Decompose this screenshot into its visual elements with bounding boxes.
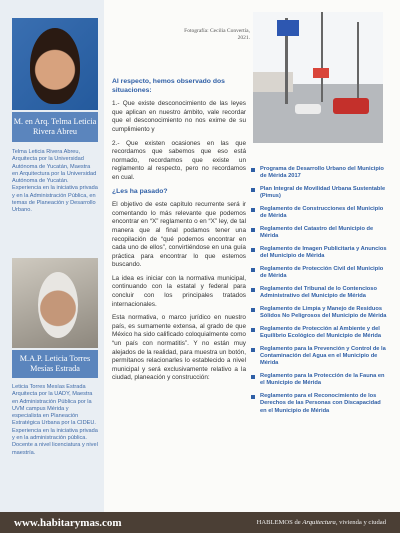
slogan-emphasis: Arquitectura — [302, 519, 336, 526]
portrait-figure — [30, 28, 80, 104]
car-shape — [333, 98, 369, 114]
main-article — [112, 78, 246, 388]
list-item: Reglamento de Imagen Publicitaria y Anuncios del Municipio de Mérida — [250, 246, 388, 261]
list-item: Reglamento de Protección Civil del Municipio de Mérida — [250, 266, 388, 281]
author-name-telma: M. en Arq. Telma Leticia Rivera Abreu — [12, 112, 98, 142]
paragraph: El objetivo de este capítulo recurrente será ir comentando lo más relevante que podemos encontrar en “X” reglamento o en “X” ley, de tal manera que al final podamos tener una recopilación de “qué podemos encontrar en cada uno de ellos”, convirtiéndose en una guía práctica para encontrar lo que estemos buscando. — [112, 201, 246, 269]
pole-shape — [321, 12, 323, 102]
slogan-prefix: HABLEMOS de — [256, 519, 301, 526]
list-item: Reglamento para la Prevención y Control de la Contaminación del Agua en el Municipio de Mérida — [250, 346, 388, 368]
portrait-figure — [38, 272, 78, 338]
paragraph: La idea es iniciar con la normativa municipal, continuando con la estatal y federal para concluir con los principales tratados internacionales. — [112, 274, 246, 308]
paragraph: 1.- Que existe desconocimiento de las leyes que aplican en nuestro ámbito, vale recordar que el desconocimiento no nos exime de su cumplimiento y — [112, 100, 246, 133]
section-heading: ¿Les ha pasado? — [112, 187, 168, 195]
author-name-leticia: M.A.P. Leticia Torres Mesías Estrada — [12, 350, 98, 378]
author-bio-telma: Telma Leticia Rivera Abreu, Arquitecta por la Universidad Autónoma de Yucatán, Maestra en Arquitectura por la Universidad Autónoma de Yucatán. Experiencia en la iniciativa privada y en la Administración Pública, en temas de Planeación y Desarrollo Urbano. — [12, 149, 98, 214]
list-item: Reglamento de Protección al Ambiente y del Equilibrio Ecológico del Municipio de Mérida — [250, 326, 388, 341]
author-photo-telma — [12, 18, 98, 110]
slogan-suffix: , vivienda y ciudad — [335, 519, 386, 526]
page-footer — [0, 512, 400, 533]
list-item: Reglamento de Limpia y Manejo de Residuos Sólidos No Peligrosos del Municipio de Mérida — [250, 306, 388, 321]
footer-slogan — [257, 519, 386, 526]
list-item: Programa de Desarrollo Urbano del Municipio de Mérida 2017 — [250, 166, 388, 181]
author-sidebar — [0, 0, 104, 512]
paragraph: 2.- Que existen ocasiones en las que recordamos que sabemos que eso está normado, recordamos que existe un reglamento al respecto, pero no recordamos en cual. — [112, 139, 246, 181]
author-bio-leticia: Leticia Torres Mesías Estrada Arquitecta por la UADY, Maestra en Administración Pública por la UVM campus Mérida y especialista en Planeación Estratégica Urbana por la CIDEU. Experiencia en la iniciativa privada y en la administración pública. Docente a nivel licenciatura y nivel maestría. — [12, 384, 98, 456]
photo-credit: Fotografía: Cecilia Convertía, 2021. — [184, 28, 250, 41]
billboard-shape — [277, 20, 299, 36]
list-item: Reglamento para la Protección de la Fauna en el Municipio de Mérida — [250, 373, 388, 388]
author-photo-leticia — [12, 258, 98, 348]
paragraph: Esta normativa, o marco jurídico en nuestro país, es sumamente extensa, al grado de que México ha sido calificado coloquialmente como “un país con normatitis”. Y no están muy alejados de la realidad, para muestra un botón, permítanos relacionarles lo establecido a nivel municipal y será exclusivamente relativo a la ciudad, planeación y construcción: — [112, 314, 246, 382]
section-heading: Al respecto, hemos observado dos situaciones: — [112, 78, 225, 94]
list-item: Reglamento del Tribunal de lo Contencioso Administrativo del Municipio de Mérida — [250, 286, 388, 301]
list-item: Plan Integral de Movilidad Urbana Sustentable (Pimus) — [250, 186, 388, 201]
pole-shape — [357, 22, 359, 102]
list-item: Reglamento de Construcciones del Municipio de Mérida — [250, 206, 388, 221]
street-photo — [253, 12, 383, 143]
regulations-list — [250, 166, 388, 420]
website-link[interactable]: www.habitarymas.com — [14, 516, 122, 529]
car-shape — [295, 104, 321, 114]
list-item: Reglamento para el Reconocimiento de los Derechos de las Personas con Discapacidad en el Municipio de Mérida — [250, 393, 388, 415]
sign-shape — [313, 68, 329, 78]
list-item: Reglamento del Catastro del Municipio de Mérida — [250, 226, 388, 241]
